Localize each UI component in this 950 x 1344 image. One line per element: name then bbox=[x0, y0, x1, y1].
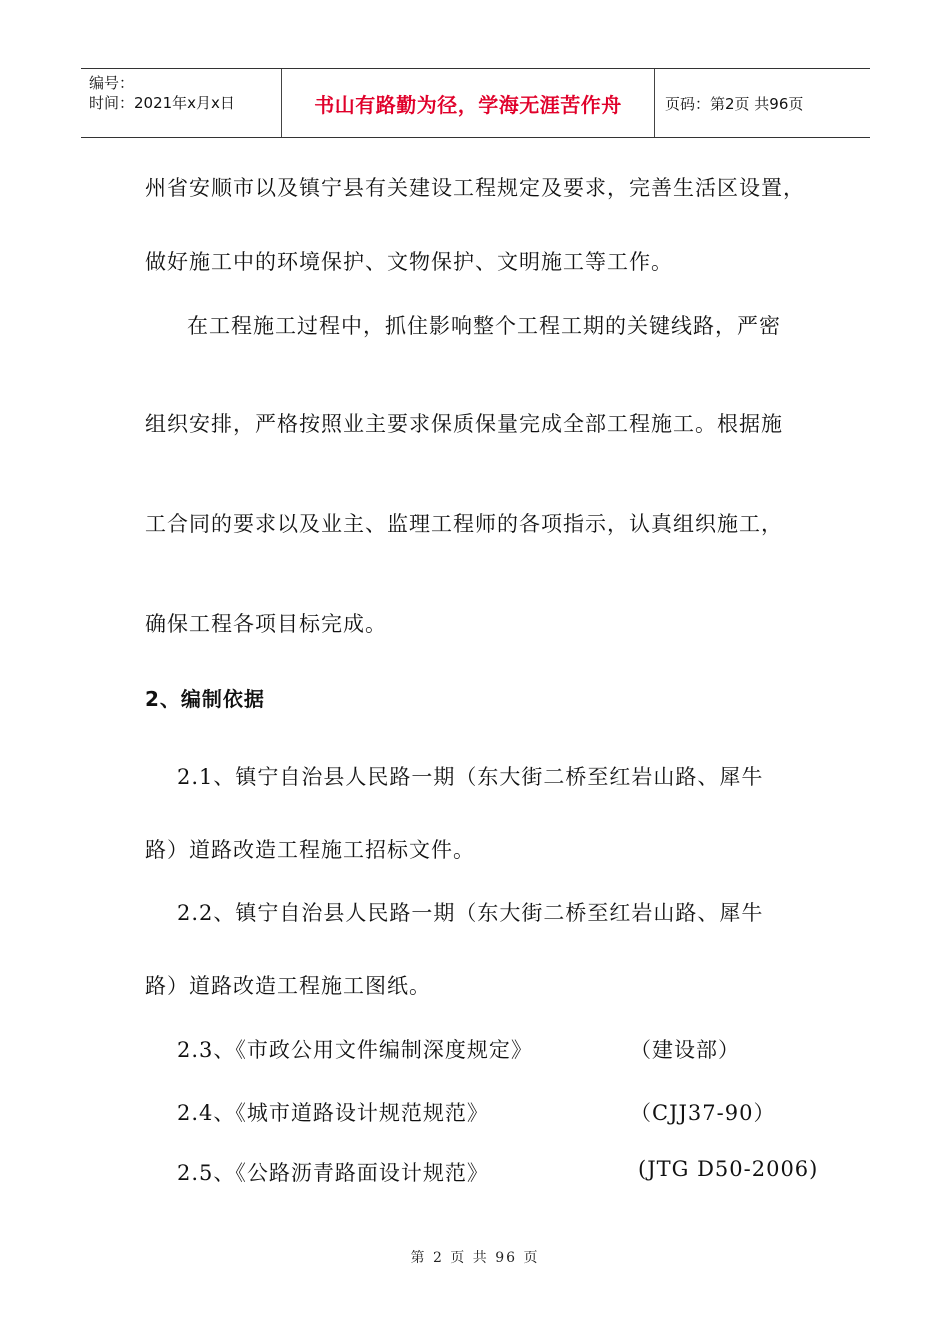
body-line: 做好施工中的环境保护、文物保护、文明施工等工作。 bbox=[145, 250, 673, 274]
basis-line: 2.2、镇宁自治县人民路一期（东大街二桥至红岩山路、犀牛 bbox=[177, 901, 764, 925]
reference-code: （建设部） bbox=[630, 1038, 740, 1062]
basis-line: 2.1、镇宁自治县人民路一期（东大街二桥至红岩山路、犀牛 bbox=[177, 765, 764, 789]
basis-line: 路）道路改造工程施工招标文件。 bbox=[145, 838, 475, 862]
header-motto: 书山有路勤为径，学海无涯苦作舟 bbox=[314, 92, 622, 117]
body-line: 组织安排，严格按照业主要求保质保量完成全部工程施工。根据施 bbox=[145, 412, 783, 436]
body-line: 确保工程各项目标完成。 bbox=[145, 612, 387, 636]
document-header bbox=[81, 68, 870, 138]
page-footer: 第 2 页 共 96 页 bbox=[410, 1250, 540, 1266]
header-divider bbox=[654, 69, 655, 137]
reference-title: 2.4、《城市道路设计规范规范》 bbox=[177, 1101, 489, 1125]
reference-title: 2.3、《市政公用文件编制深度规定》 bbox=[177, 1038, 533, 1062]
header-page-info: 页码：第2页 共96页 bbox=[665, 95, 804, 113]
section-heading: 2、编制依据 bbox=[145, 687, 265, 711]
reference-code: (JTG D50-2006) bbox=[638, 1157, 819, 1181]
time-label: 时间：2021年x月x日 bbox=[89, 94, 235, 112]
body-line: 在工程施工过程中，抓住影响整个工程工期的关键线路，严密 bbox=[187, 314, 781, 338]
header-meta-cell bbox=[81, 69, 281, 137]
reference-code: （CJJ37-90） bbox=[630, 1101, 776, 1125]
basis-line: 路）道路改造工程施工图纸。 bbox=[145, 974, 431, 998]
reference-title: 2.5、《公路沥青路面设计规范》 bbox=[177, 1161, 489, 1185]
body-line: 工合同的要求以及业主、监理工程师的各项指示，认真组织施工， bbox=[145, 512, 783, 536]
number-label: 编号： bbox=[89, 74, 135, 92]
body-line: 州省安顺市以及镇宁县有关建设工程规定及要求，完善生活区设置， bbox=[145, 176, 805, 200]
